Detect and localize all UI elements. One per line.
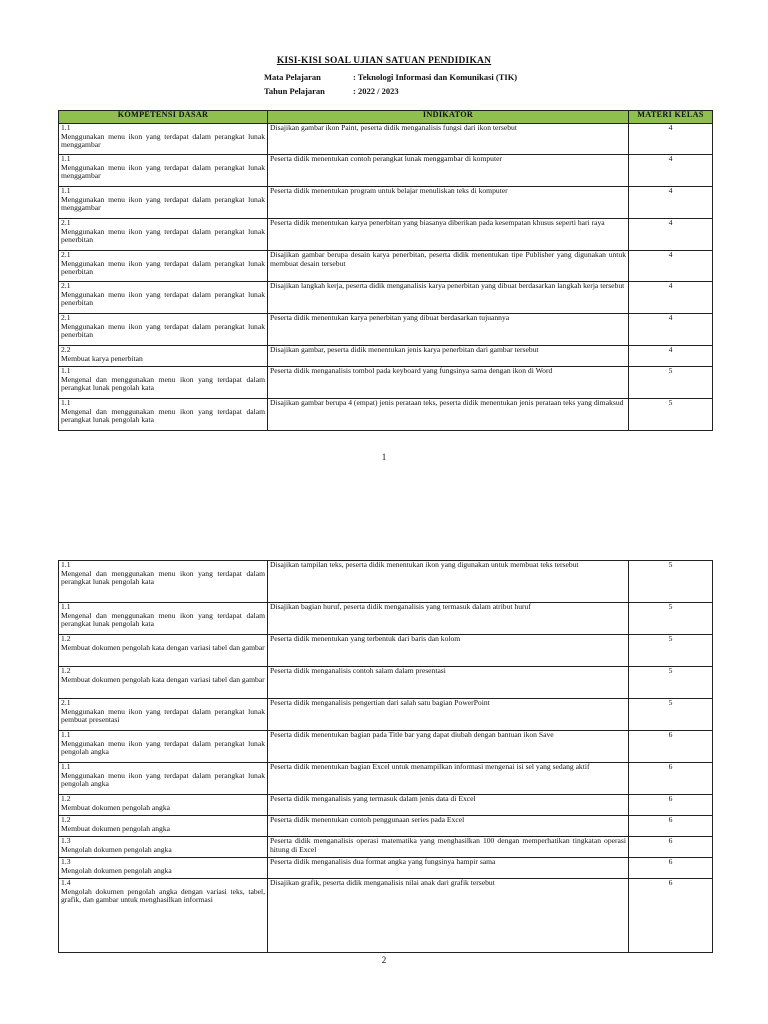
materi-kelas-cell: 4: [629, 314, 713, 346]
kd-code: 2.1: [61, 250, 71, 259]
indikator-cell: Peserta didik menganalisis contoh salam dalam presentasi: [268, 667, 629, 699]
materi-kelas-cell: 4: [629, 155, 713, 187]
materi-kelas-cell: 5: [629, 603, 713, 635]
table-row: [59, 314, 713, 346]
kompetensi-dasar-cell: [59, 731, 268, 763]
kd-code: 2.1: [61, 698, 71, 707]
kd-text: Mengolah dokumen pengolah angka dengan variasi teks, tabel, grafik, dan gambar untuk menghasilkan informasi: [61, 886, 265, 905]
table-row: [59, 816, 713, 837]
table-row: [59, 124, 713, 155]
kd-code: 1.3: [61, 836, 71, 845]
indikator-cell: Peserta didik menganalisis yang termasuk dalam jenis data di Excel: [268, 795, 629, 816]
kd-code: 1.1: [61, 123, 71, 132]
table-row: [59, 879, 713, 953]
indikator-cell: Disajikan gambar berupa desain karya penerbitan, peserta didik menentukan tipe Publisher yang digunakan untuk membuat desain tersebut: [268, 251, 629, 282]
kd-text: Mengenal dan menggunakan menu ikon yang terdapat dalam perangkat lunak pengolah kata: [61, 406, 265, 425]
table-row: [59, 282, 713, 314]
kd-text: Menggunakan menu ikon yang terdapat dalam perangkat lunak penerbitan: [61, 321, 265, 340]
kd-text: Menggunakan menu ikon yang terdapat dalam perangkat lunak penerbitan: [61, 258, 265, 277]
kompetensi-dasar-cell: [59, 816, 268, 837]
kd-text: Menggunakan menu ikon yang terdapat dalam perangkat lunak penerbitan: [61, 226, 265, 245]
indikator-cell: Disajikan langkah kerja, peserta didik menganalisis karya penerbitan yang dibuat berdasarkan langkah kerja tersebut: [268, 282, 629, 314]
materi-kelas-cell: 6: [629, 795, 713, 816]
table-row: [59, 251, 713, 282]
kisi-table-page-2: [58, 560, 713, 953]
kd-code: 1.2: [61, 815, 71, 824]
indikator-cell: Disajikan bagian huruf, peserta didik menganalisis yang termasuk dalam atribut huruf: [268, 603, 629, 635]
kompetensi-dasar-cell: [59, 399, 268, 431]
table-header-row: [59, 111, 713, 124]
kd-text: Membuat dokumen pengolah angka: [61, 802, 171, 812]
table-row: [59, 795, 713, 816]
materi-kelas-cell: 6: [629, 858, 713, 879]
indikator-cell: Disajikan tampilan teks, peserta didik menentukan ikon yang digunakan untuk membuat teks tersebut: [268, 561, 629, 603]
kd-code: 1.2: [61, 666, 71, 675]
materi-kelas-cell: 4: [629, 124, 713, 155]
kompetensi-dasar-cell: [59, 635, 268, 667]
materi-kelas-cell: 5: [629, 399, 713, 431]
header-kompetensi-dasar: KOMPETENSI DASAR: [59, 111, 268, 124]
materi-kelas-cell: 6: [629, 763, 713, 795]
kd-code: 1.1: [61, 186, 71, 195]
kompetensi-dasar-cell: [59, 219, 268, 251]
kd-text: Menggunakan menu ikon yang terdapat dalam perangkat lunak menggambar: [61, 162, 265, 181]
kompetensi-dasar-cell: [59, 561, 268, 603]
kompetensi-dasar-cell: [59, 282, 268, 314]
indikator-cell: Peserta didik menentukan yang terbentuk dari baris dan kolom: [268, 635, 629, 667]
indikator-cell: Peserta didik menganalisis tombol pada keyboard yang fungsinya sama dengan ikon di Word: [268, 367, 629, 399]
materi-kelas-cell: 4: [629, 219, 713, 251]
table-row: [59, 763, 713, 795]
indikator-cell: Peserta didik menganalisis operasi matematika yang menghasilkan 100 dengan memperhatikan tingkatan operasi hitung di Excel: [268, 837, 629, 858]
kompetensi-dasar-cell: [59, 603, 268, 635]
kd-text: Menggunakan menu ikon yang terdapat dalam perangkat lunak menggambar: [61, 131, 265, 150]
kd-code: 1.4: [61, 878, 71, 887]
kompetensi-dasar-cell: [59, 837, 268, 858]
indikator-cell: Disajikan gambar berupa 4 (empat) jenis perataan teks, peserta didik menentukan jenis perataan teks yang dimaksud: [268, 399, 629, 431]
kd-text: Menggunakan menu ikon yang terdapat dalam perangkat lunak menggambar: [61, 194, 265, 213]
indikator-cell: Disajikan gambar, peserta didik menentukan jenis karya penerbitan dari gambar tersebut: [268, 346, 629, 367]
indikator-cell: Peserta didik menentukan program untuk belajar menuliskan teks di komputer: [268, 187, 629, 219]
document-header: [0, 56, 768, 66]
kd-text: Membuat dokumen pengolah kata dengan variasi tabel dan gambar: [61, 674, 265, 684]
table-row: [59, 667, 713, 699]
kompetensi-dasar-cell: [59, 667, 268, 699]
year-row: [264, 86, 399, 96]
materi-kelas-cell: 5: [629, 635, 713, 667]
kd-code: 1.1: [61, 398, 71, 407]
kd-text: Menggunakan menu ikon yang terdapat dalam perangkat lunak pengolah angka: [61, 770, 265, 789]
kd-text: Menggunakan menu ikon yang terdapat dalam perangkat lunak pembuat presentasi: [61, 706, 265, 725]
indikator-cell: Peserta didik menentukan karya penerbitan yang biasanya diberikan pada kesempatan khusus seperti hari raya: [268, 219, 629, 251]
kompetensi-dasar-cell: [59, 124, 268, 155]
kd-text: Membuat dokumen pengolah angka: [61, 823, 171, 833]
table-row: [59, 155, 713, 187]
indikator-cell: Disajikan gambar ikon Paint, peserta didik menganalisis fungsi dari ikon tersebut: [268, 124, 629, 155]
materi-kelas-cell: 5: [629, 367, 713, 399]
table-row: [59, 635, 713, 667]
indikator-cell: Peserta didik menentukan karya penerbitan yang dibuat berdasarkan tujuannya: [268, 314, 629, 346]
table-row: [59, 187, 713, 219]
subject-row: [264, 72, 517, 82]
kd-code: 1.2: [61, 794, 71, 803]
kompetensi-dasar-cell: [59, 879, 268, 953]
kd-code: 1.1: [61, 154, 71, 163]
kd-code: 2.1: [61, 218, 71, 227]
table-row: [59, 346, 713, 367]
kd-text: Mengenal dan menggunakan menu ikon yang terdapat dalam perangkat lunak pengolah kata: [61, 374, 265, 393]
kompetensi-dasar-cell: [59, 699, 268, 731]
kd-code: 1.1: [61, 730, 71, 739]
materi-kelas-cell: 5: [629, 667, 713, 699]
indikator-cell: Peserta didik menentukan bagian Excel untuk menampilkan informasi mengenai isi sel yang sedang aktif: [268, 763, 629, 795]
indikator-cell: Peserta didik menentukan contoh penggunaan series pada Excel: [268, 816, 629, 837]
kd-code: 2.1: [61, 313, 71, 322]
kd-text: Membuat dokumen pengolah kata dengan variasi tabel dan gambar: [61, 642, 265, 652]
kd-text: Mengolah dokumen pengolah angka: [61, 844, 172, 854]
table-row: [59, 399, 713, 431]
kd-text: Menggunakan menu ikon yang terdapat dalam perangkat lunak pengolah angka: [61, 738, 265, 757]
kompetensi-dasar-cell: [59, 346, 268, 367]
kd-code: 1.1: [61, 366, 71, 375]
header-materi-kelas: MATERI KELAS: [629, 111, 713, 124]
kd-code: 1.2: [61, 634, 71, 643]
materi-kelas-cell: 4: [629, 282, 713, 314]
materi-kelas-cell: 6: [629, 879, 713, 953]
materi-kelas-cell: 4: [629, 251, 713, 282]
kd-code: 2.2: [61, 345, 71, 354]
materi-kelas-cell: 6: [629, 816, 713, 837]
materi-kelas-cell: 4: [629, 187, 713, 219]
kisi-table-page-1: [58, 110, 713, 431]
indikator-cell: Peserta didik menentukan contoh perangkat lunak menggambar di komputer: [268, 155, 629, 187]
kd-text: Mengenal dan menggunakan menu ikon yang terdapat dalam perangkat lunak pengolah kata: [61, 568, 265, 587]
kompetensi-dasar-cell: [59, 187, 268, 219]
table-row: [59, 219, 713, 251]
page-number-1: 1: [381, 452, 387, 462]
year-label: Tahun Pelajaran: [264, 86, 325, 96]
kd-text: Membuat karya penerbitan: [61, 353, 143, 363]
kompetensi-dasar-cell: [59, 763, 268, 795]
materi-kelas-cell: 4: [629, 346, 713, 367]
kd-text: Mengolah dokumen pengolah angka: [61, 865, 172, 875]
materi-kelas-cell: 5: [629, 699, 713, 731]
kd-code: 1.1: [61, 602, 71, 611]
subject-label: Mata Pelajaran: [264, 72, 321, 82]
materi-kelas-cell: 6: [629, 731, 713, 763]
table-row: [59, 699, 713, 731]
kompetensi-dasar-cell: [59, 155, 268, 187]
page-number-2: 2: [381, 955, 387, 965]
table-row: [59, 561, 713, 603]
table-row: [59, 367, 713, 399]
indikator-cell: Disajikan grafik, peserta didik menganalisis nilai anak dari grafik tersebut: [268, 879, 629, 953]
kd-code: 1.3: [61, 857, 71, 866]
kd-text: Menggunakan menu ikon yang terdapat dalam perangkat lunak penerbitan: [61, 289, 265, 308]
document-title: KISI-KISI SOAL UJIAN SATUAN PENDIDIKAN: [276, 56, 492, 66]
subject-value: : Teknologi Informasi dan Komunikasi (TIK): [353, 72, 518, 82]
table-row: [59, 603, 713, 635]
kompetensi-dasar-cell: [59, 251, 268, 282]
table-row: [59, 731, 713, 763]
kd-code: 1.1: [61, 762, 71, 771]
indikator-cell: Peserta didik menentukan bagian pada Title bar yang dapat diubah dengan bantuan ikon Save: [268, 731, 629, 763]
kompetensi-dasar-cell: [59, 795, 268, 816]
table-row: [59, 837, 713, 858]
indikator-cell: Peserta didik menganalisis dua format angka yang fungsinya hampir sama: [268, 858, 629, 879]
kd-code: 2.1: [61, 281, 71, 290]
indikator-cell: Peserta didik menganalisis pengertian dari salah satu bagian PowerPoint: [268, 699, 629, 731]
year-value: : 2022 / 2023: [353, 86, 399, 96]
materi-kelas-cell: 5: [629, 561, 713, 603]
kd-text: Mengenal dan menggunakan menu ikon yang terdapat dalam perangkat lunak pengolah kata: [61, 610, 265, 629]
kompetensi-dasar-cell: [59, 858, 268, 879]
table-row: [59, 858, 713, 879]
kd-code: 1.1: [61, 560, 71, 569]
materi-kelas-cell: 6: [629, 837, 713, 858]
kompetensi-dasar-cell: [59, 314, 268, 346]
header-indikator: INDIKATOR: [268, 111, 629, 124]
kompetensi-dasar-cell: [59, 367, 268, 399]
